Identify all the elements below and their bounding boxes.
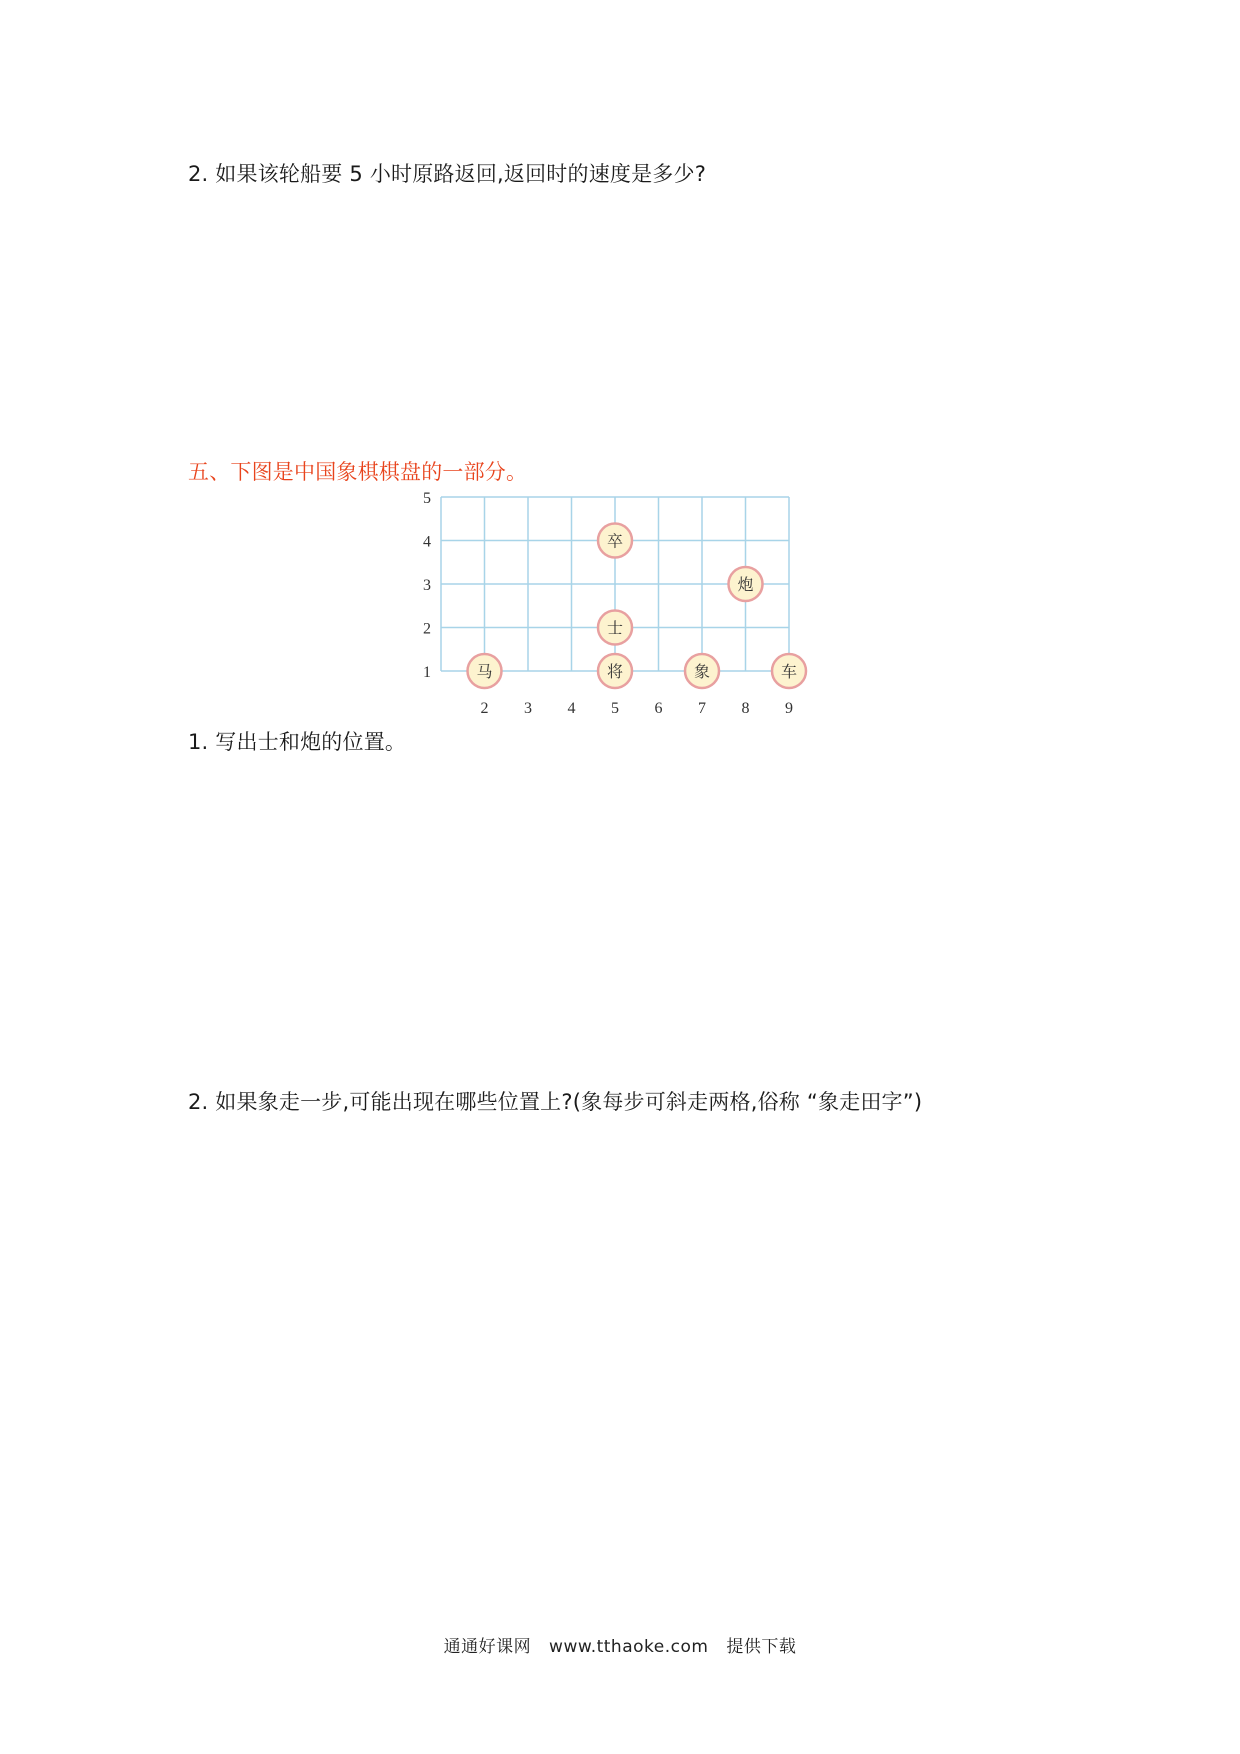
x-tick-label: 9 <box>785 700 793 717</box>
chess-piece-label: 车 <box>780 662 798 681</box>
question-5-2: 2. 如果象走一步,可能出现在哪些位置上?(象每步可斜走两格,俗称 “象走田字”) <box>188 1090 923 1114</box>
question-4-2: 2. 如果该轮船要 5 小时原路返回,返回时的速度是多少? <box>188 162 707 186</box>
section-5-title: 五、下图是中国象棋棋盘的一部分。 <box>188 460 528 484</box>
x-tick-label: 5 <box>611 700 619 717</box>
chess-piece-label: 马 <box>476 662 493 681</box>
chess-piece-label: 炮 <box>737 575 754 594</box>
x-tick-label: 8 <box>741 700 750 717</box>
chess-board <box>0 0 1240 740</box>
x-tick-label: 4 <box>567 700 576 717</box>
chess-piece-label: 卒 <box>606 531 624 551</box>
footer <box>0 1632 1240 1657</box>
y-tick-label: 3 <box>423 577 431 594</box>
footer-url[interactable]: www.tthaoke.com <box>549 1637 709 1657</box>
chess-piece-label: 将 <box>606 662 624 681</box>
y-tick-label: 5 <box>423 490 431 507</box>
chess-piece-label: 象 <box>693 662 711 681</box>
chess-piece-label: 士 <box>606 618 624 638</box>
footer-suffix: 提供下载 <box>726 1637 797 1657</box>
x-tick-label: 7 <box>698 700 706 717</box>
x-tick-label: 3 <box>524 700 532 717</box>
y-tick-label: 1 <box>423 664 431 681</box>
y-tick-label: 4 <box>423 533 431 551</box>
x-tick-label: 6 <box>654 700 663 717</box>
footer-site-name: 通通好课网 <box>443 1637 532 1657</box>
x-tick-label: 2 <box>480 700 489 717</box>
y-tick-label: 2 <box>423 620 431 638</box>
question-5-1: 1. 写出士和炮的位置。 <box>188 730 407 754</box>
